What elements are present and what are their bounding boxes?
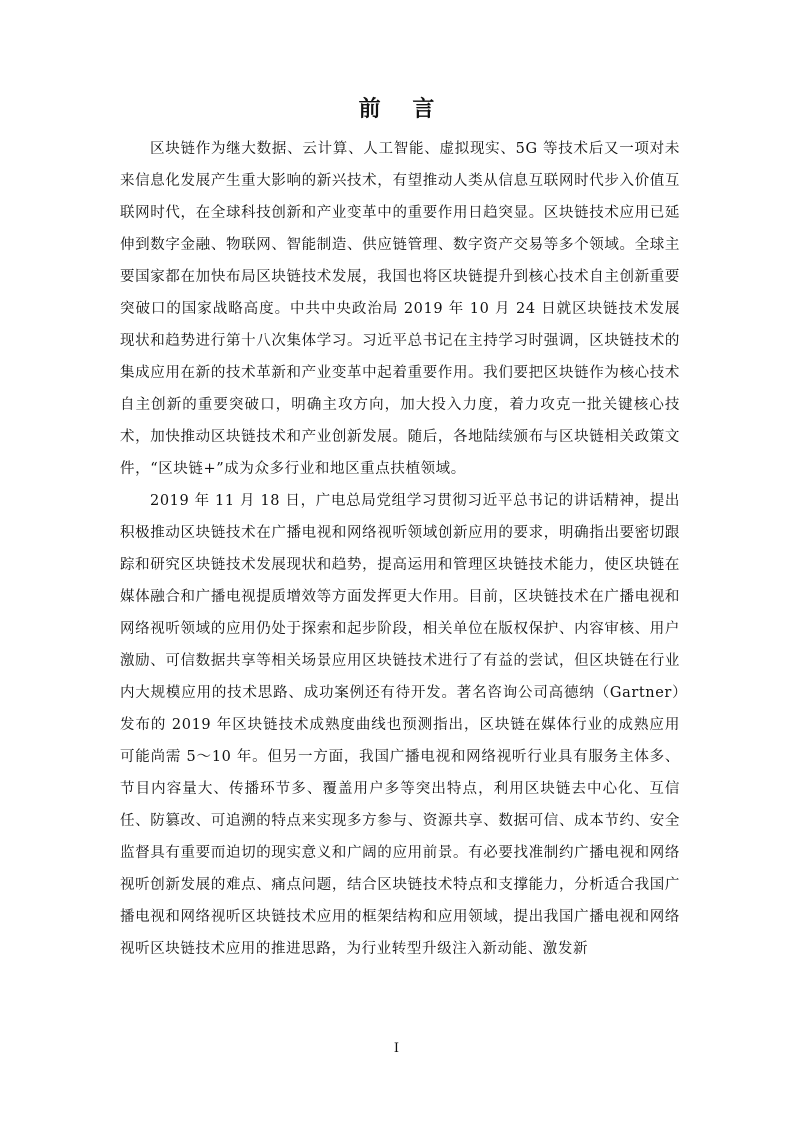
page-number: I [393,1041,400,1056]
paragraph-2: 2019 年 11 月 18 日，广电总局党组学习贯彻习近平总书记的讲话精神，提出积极推动区块链技术在广播电视和网络视听领域创新应用的要求，明确指出要密切跟踪和研究区块链技术发展现状和趋势，提高运用和管理区块链技术能力，使区块链在媒体融合和广播电视提质增效等方面发挥更大作用。目前，区块链技术在广播电视和网络视听领域的应用仍处于探索和起步阶段，相关单位在版权保护、内容审核、用户激励、可信数据共享等相关场景应用区块链技术进行了有益的尝试，但区块链在行业内大规模应用的技术思路、成功案例还有待开发。著名咨询公司高德纳（Gartner）发布的 2019 年区块链技术成熟度曲线也预测指出，区块链在媒体行业的成熟应用可能尚需 5～10 年。但另一方面，我国广播电视和网络视听行业具有服务主体多、节目内容量大、传播环节多、覆盖用户多等突出特点，利用区块链去中心化、互信任、防篡改、可追溯的特点来实现多方参与、资源共享、数据可信、成本节约、安全监督具有重要而迫切的现实意义和广阔的应用前景。有必要找准制约广播电视和网络视听创新发展的难点、痛点问题，结合区块链技术特点和支撑能力，分析适合我国广播电视和网络视听区块链技术应用的框架结构和应用领域，提出我国广播电视和网络视听区块链技术应用的推进思路，为行业转型升级注入新动能、激发新 [120,493,680,957]
page-title: 前 言 [358,96,447,122]
paragraph-1: 区块链作为继大数据、云计算、人工智能、虚拟现实、5G 等技术后又一项对未来信息化发展产生重大影响的新兴技术，有望推动人类从信息互联网时代步入价值互联网时代，在全球科技创新和产业变革中的重要作用日趋突显。区块链技术应用已延伸到数字金融、物联网、智能制造、供应链管理、数字资产交易等多个领域。全球主要国家都在加快布局区块链技术发展，我国也将区块链提升到核心技术自主创新重要突破口的国家战略高度。中共中央政治局 2019 年 10 月 24 日就区块链技术发展现状和趋势进行第十八次集体学习。习近平总书记在主持学习时强调，区块链技术的集成应用在新的技术革新和产业变革中起着重要作用。我们要把区块链作为核心技术自主创新的重要突破口，明确主攻方向，加大投入力度，着力攻克一批关键核心技术，加快推动区块链技术和产业创新发展。随后，各地陆续颁布与区块链相关政策文件，“区块链+”成为众多行业和地区重点扶植领域。 [120,141,680,477]
body-text [120,133,680,965]
